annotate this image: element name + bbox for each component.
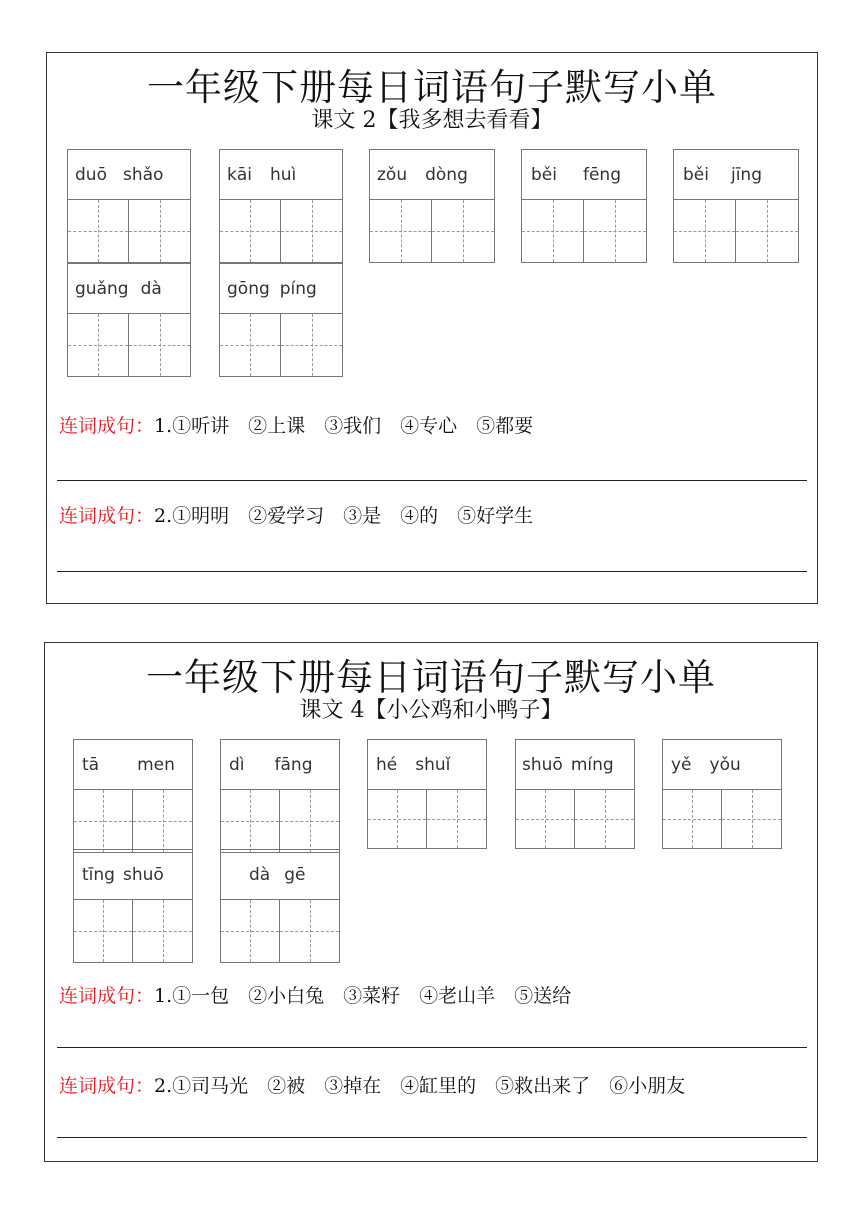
task-words: 2.①明明 ②爱学习 ③是 ④的 ⑤好学生 bbox=[154, 505, 534, 527]
pinyin-word-box bbox=[67, 149, 191, 263]
pinyin-syllable: běi bbox=[531, 164, 557, 185]
writing-cell[interactable] bbox=[522, 200, 584, 262]
pinyin-word-box bbox=[219, 149, 343, 263]
pinyin-syllable: píng bbox=[279, 278, 317, 299]
pinyin-word-box bbox=[367, 739, 487, 849]
pinyin-syllable: huì bbox=[270, 164, 297, 185]
pinyin-syllable: yǒu bbox=[709, 754, 741, 775]
writing-cell[interactable] bbox=[575, 790, 634, 848]
pinyin-syllable: zǒu bbox=[377, 164, 408, 185]
worksheet-card-2 bbox=[44, 642, 818, 1162]
writing-cell[interactable] bbox=[129, 200, 190, 262]
pinyin-syllable: tā bbox=[82, 754, 100, 775]
sentence-task bbox=[59, 1071, 685, 1098]
answer-line[interactable] bbox=[57, 571, 807, 572]
pinyin-syllable: dì bbox=[229, 754, 245, 775]
lesson-subtitle: 课文 2【我多想去看看】 bbox=[311, 108, 553, 133]
pinyin-syllable: men bbox=[137, 754, 175, 775]
task-label: 连词成句： bbox=[59, 985, 155, 1007]
writing-cell[interactable] bbox=[370, 200, 432, 262]
writing-cell[interactable] bbox=[736, 200, 798, 262]
pinyin-word-box bbox=[219, 263, 343, 377]
pinyin-word-box bbox=[220, 739, 340, 853]
answer-line[interactable] bbox=[57, 480, 807, 481]
pinyin-syllable: běi bbox=[683, 164, 709, 185]
writing-cell[interactable] bbox=[74, 790, 133, 852]
writing-cell[interactable] bbox=[68, 200, 129, 262]
writing-cell[interactable] bbox=[74, 900, 133, 962]
pinyin-syllable: guǎng bbox=[75, 278, 129, 299]
writing-cell[interactable] bbox=[221, 790, 280, 852]
pinyin-syllable: míng bbox=[570, 754, 614, 775]
writing-cell[interactable] bbox=[663, 790, 722, 848]
pinyin-word-box bbox=[673, 149, 799, 263]
worksheet-title: 一年级下册每日词语句子默写小单 bbox=[146, 656, 716, 699]
task-label: 连词成句： bbox=[59, 505, 155, 527]
pinyin-syllable: hé bbox=[376, 754, 398, 775]
answer-line[interactable] bbox=[57, 1047, 807, 1048]
pinyin-syllable: shuǐ bbox=[415, 754, 451, 775]
writing-cell[interactable] bbox=[427, 790, 486, 848]
pinyin-syllable: fāng bbox=[274, 754, 313, 775]
writing-cell[interactable] bbox=[281, 314, 342, 376]
pinyin-syllable: tīng bbox=[82, 864, 115, 885]
pinyin-syllable: fēng bbox=[582, 164, 621, 185]
writing-cell[interactable] bbox=[432, 200, 494, 262]
pinyin-syllable: shuō bbox=[522, 754, 563, 775]
pinyin-word-box bbox=[521, 149, 647, 263]
pinyin-word-box bbox=[662, 739, 782, 849]
pinyin-syllable: dà bbox=[249, 864, 271, 885]
sentence-task bbox=[59, 981, 571, 1008]
task-label: 连词成句： bbox=[59, 415, 155, 437]
pinyin-word-box bbox=[73, 849, 193, 963]
writing-cell[interactable] bbox=[133, 900, 192, 962]
writing-cell[interactable] bbox=[68, 314, 129, 376]
writing-cell[interactable] bbox=[133, 790, 192, 852]
pinyin-word-box bbox=[220, 849, 340, 963]
pinyin-word-box bbox=[73, 739, 193, 853]
writing-cell[interactable] bbox=[220, 314, 281, 376]
worksheet-card-1 bbox=[46, 52, 818, 604]
pinyin-syllable: dà bbox=[140, 278, 162, 299]
pinyin-syllable: jīng bbox=[730, 164, 762, 185]
writing-cell[interactable] bbox=[722, 790, 781, 848]
lesson-subtitle: 课文 4【小公鸡和小鸭子】 bbox=[299, 698, 563, 723]
writing-cell[interactable] bbox=[221, 900, 280, 962]
pinyin-word-box bbox=[67, 263, 191, 377]
answer-line[interactable] bbox=[57, 1137, 807, 1138]
writing-cell[interactable] bbox=[129, 314, 190, 376]
task-label: 连词成句： bbox=[59, 1075, 155, 1097]
writing-cell[interactable] bbox=[584, 200, 646, 262]
pinyin-syllable: gōng bbox=[227, 278, 270, 299]
pinyin-syllable: kāi bbox=[227, 164, 252, 185]
pinyin-word-box bbox=[369, 149, 495, 263]
writing-cell[interactable] bbox=[516, 790, 575, 848]
sentence-task bbox=[59, 501, 533, 528]
writing-cell[interactable] bbox=[220, 200, 281, 262]
writing-cell[interactable] bbox=[280, 900, 339, 962]
pinyin-syllable: shǎo bbox=[122, 164, 164, 185]
task-words: 1.①听讲 ②上课 ③我们 ④专心 ⑤都要 bbox=[154, 415, 534, 437]
pinyin-syllable: dòng bbox=[425, 164, 468, 185]
pinyin-word-box bbox=[515, 739, 635, 849]
task-words: 2.①司马光 ②被 ③掉在 ④缸里的 ⑤救出来了 ⑥小朋友 bbox=[154, 1075, 686, 1097]
worksheet-title: 一年级下册每日词语句子默写小单 bbox=[147, 66, 717, 109]
writing-cell[interactable] bbox=[674, 200, 736, 262]
pinyin-syllable: gē bbox=[284, 864, 306, 885]
sentence-task bbox=[59, 411, 533, 438]
writing-cell[interactable] bbox=[281, 200, 342, 262]
pinyin-syllable: shuō bbox=[122, 864, 164, 885]
writing-cell[interactable] bbox=[280, 790, 339, 852]
writing-cell[interactable] bbox=[368, 790, 427, 848]
task-words: 1.①一包 ②小白兔 ③菜籽 ④老山羊 ⑤送给 bbox=[154, 985, 572, 1007]
pinyin-syllable: duō bbox=[75, 164, 107, 185]
pinyin-syllable: yě bbox=[671, 754, 692, 775]
